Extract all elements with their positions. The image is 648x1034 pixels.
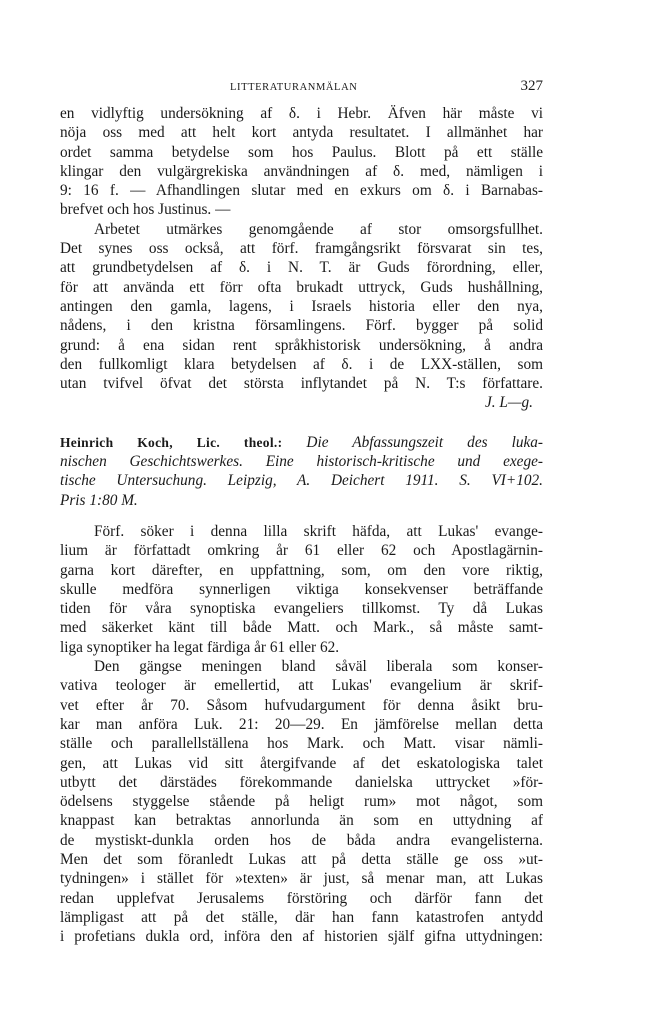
page-number: 327 xyxy=(520,78,543,94)
review-heading-line xyxy=(60,433,543,452)
text-line: utbytt det därstädes förekommande danielska uttrycket »för- xyxy=(60,773,543,791)
text-line: vativa teologer är emellertid, att Lukas' evangelium är skrif- xyxy=(60,677,543,695)
review-title: Die Abfassungszeit des luka- xyxy=(306,433,543,451)
text-line: 9: 16 f. — Afhandlingen slutar med en exkurs om δ. i Barnabas- xyxy=(60,182,543,200)
text-line: lämpligast att på det ställe, där han fann katastrofen antydd xyxy=(60,908,543,926)
reviewer-signature: J. L—g. xyxy=(484,394,533,412)
text-line: ställe och parallellställena hos Mark. och Matt. visar nämli- xyxy=(60,735,543,753)
text-line: utan tvifvel öfvat det största inflytandet på N. T:s författare. xyxy=(60,375,543,393)
text-line: tiden för våra synoptiska evangeliers tillkomst. Ty då Lukas xyxy=(60,600,543,618)
text-line: nådens, i den kristna församlingens. Förf. bygger på solid xyxy=(60,317,543,335)
text-line: en vidlyftig undersökning af δ. i Hebr. Äfven här måste vi xyxy=(60,105,543,122)
review-heading-line: Pris 1:80 M. xyxy=(60,491,138,509)
text-line: gen, att Lukas vid sitt återgifvande af det eskatologiska talet xyxy=(60,754,543,772)
review-body xyxy=(60,522,543,947)
text-line: ödelsens styggelse stående på heligt rum» mot något, som xyxy=(60,793,543,811)
review-heading-line: nischen Geschichtswerkes. Eine historisch-kritische und exege- xyxy=(60,453,543,471)
text-line: Det synes oss också, att förf. framgångsrikt försvarat sin tes, xyxy=(60,240,543,258)
running-title: LITTERATURANMÄLAN xyxy=(230,82,358,93)
text-line: brefvet och hos Justinus. — xyxy=(60,201,231,219)
text-line: de mystiskt-dunkla orden hos de båda andra evangelisterna. xyxy=(60,831,543,849)
text-line: med säkerket känt till både Matt. och Mark., så måste samt- xyxy=(60,619,543,637)
text-line: grund: å ena sidan rent språkhistorisk undersökning, å andra xyxy=(60,336,543,354)
text-line: skulle medföra synnerligen viktiga konsekvenser beträffande xyxy=(60,580,543,598)
text-line: i profetians dukla ord, införa den af historien själf gifna uttydningen: xyxy=(60,928,543,946)
review-author: Heinrich Koch, Lic. theol.: xyxy=(60,434,283,450)
text-line: nöja oss med att helt kort antyda resultatet. I allmänhet har xyxy=(60,124,543,142)
text-line: garna kort därefter, en uppfattning, som, om den vore riktig, xyxy=(60,561,543,579)
text-line: antingen den gamla, lagens, i Israels historia eller den nya, xyxy=(60,297,543,315)
text-line: ordet samma betydelse som hos Paulus. Blott på ett ställe xyxy=(60,143,543,161)
review-conclusion xyxy=(60,104,543,413)
book-page xyxy=(60,76,543,946)
text-line: knappast kan betraktas annorlunda än som en uttydning af xyxy=(60,812,543,830)
text-line: att grundbetydelsen af δ. i N. T. är Guds förordning, eller, xyxy=(60,259,543,277)
review-heading-line: tische Untersuchung. Leipzig, A. Deichert 1911. S. VI+102. xyxy=(60,472,543,490)
text-line: liga synoptiker ha legat färdiga år 61 eller 62. xyxy=(60,638,340,656)
text-line: för att använda ett förr ofta brukadt uttryck, Guds hushållning, xyxy=(60,278,543,296)
text-line: Arbetet utmärkes genomgående af stor omsorgsfullhet. xyxy=(94,220,543,238)
text-line: Förf. söker i denna lilla skrift häfda, att Lukas' evange- xyxy=(94,522,543,540)
review-heading xyxy=(60,433,543,510)
text-line: den fullkomligt klara betydelsen af δ. i de LXX-ställen, som xyxy=(60,355,543,373)
text-line: vet efter år 70. Såsom hufvudargument för denna åsikt bru- xyxy=(60,696,543,714)
text-line: tydningen» i stället för »texten» är just, så menar man, att Lukas xyxy=(60,870,543,888)
text-line: lium är författadt omkring år 61 eller 62 och Apostlagärnin- xyxy=(60,542,543,560)
text-line: Den gängse meningen bland såväl liberala som konser- xyxy=(94,658,543,676)
text-line: redan upplefvat Jerusalems förstöring och därför fann det xyxy=(60,889,543,907)
running-head xyxy=(60,76,543,100)
text-line: kar man anföra Luk. 21: 20—29. En jämförelse mellan detta xyxy=(60,715,543,733)
text-line: klingar den vulgärgrekiska användningen af δ. med, nämligen i xyxy=(60,162,543,180)
text-line: Men det som föranledt Lukas att på detta ställe ge oss »ut- xyxy=(60,850,543,868)
